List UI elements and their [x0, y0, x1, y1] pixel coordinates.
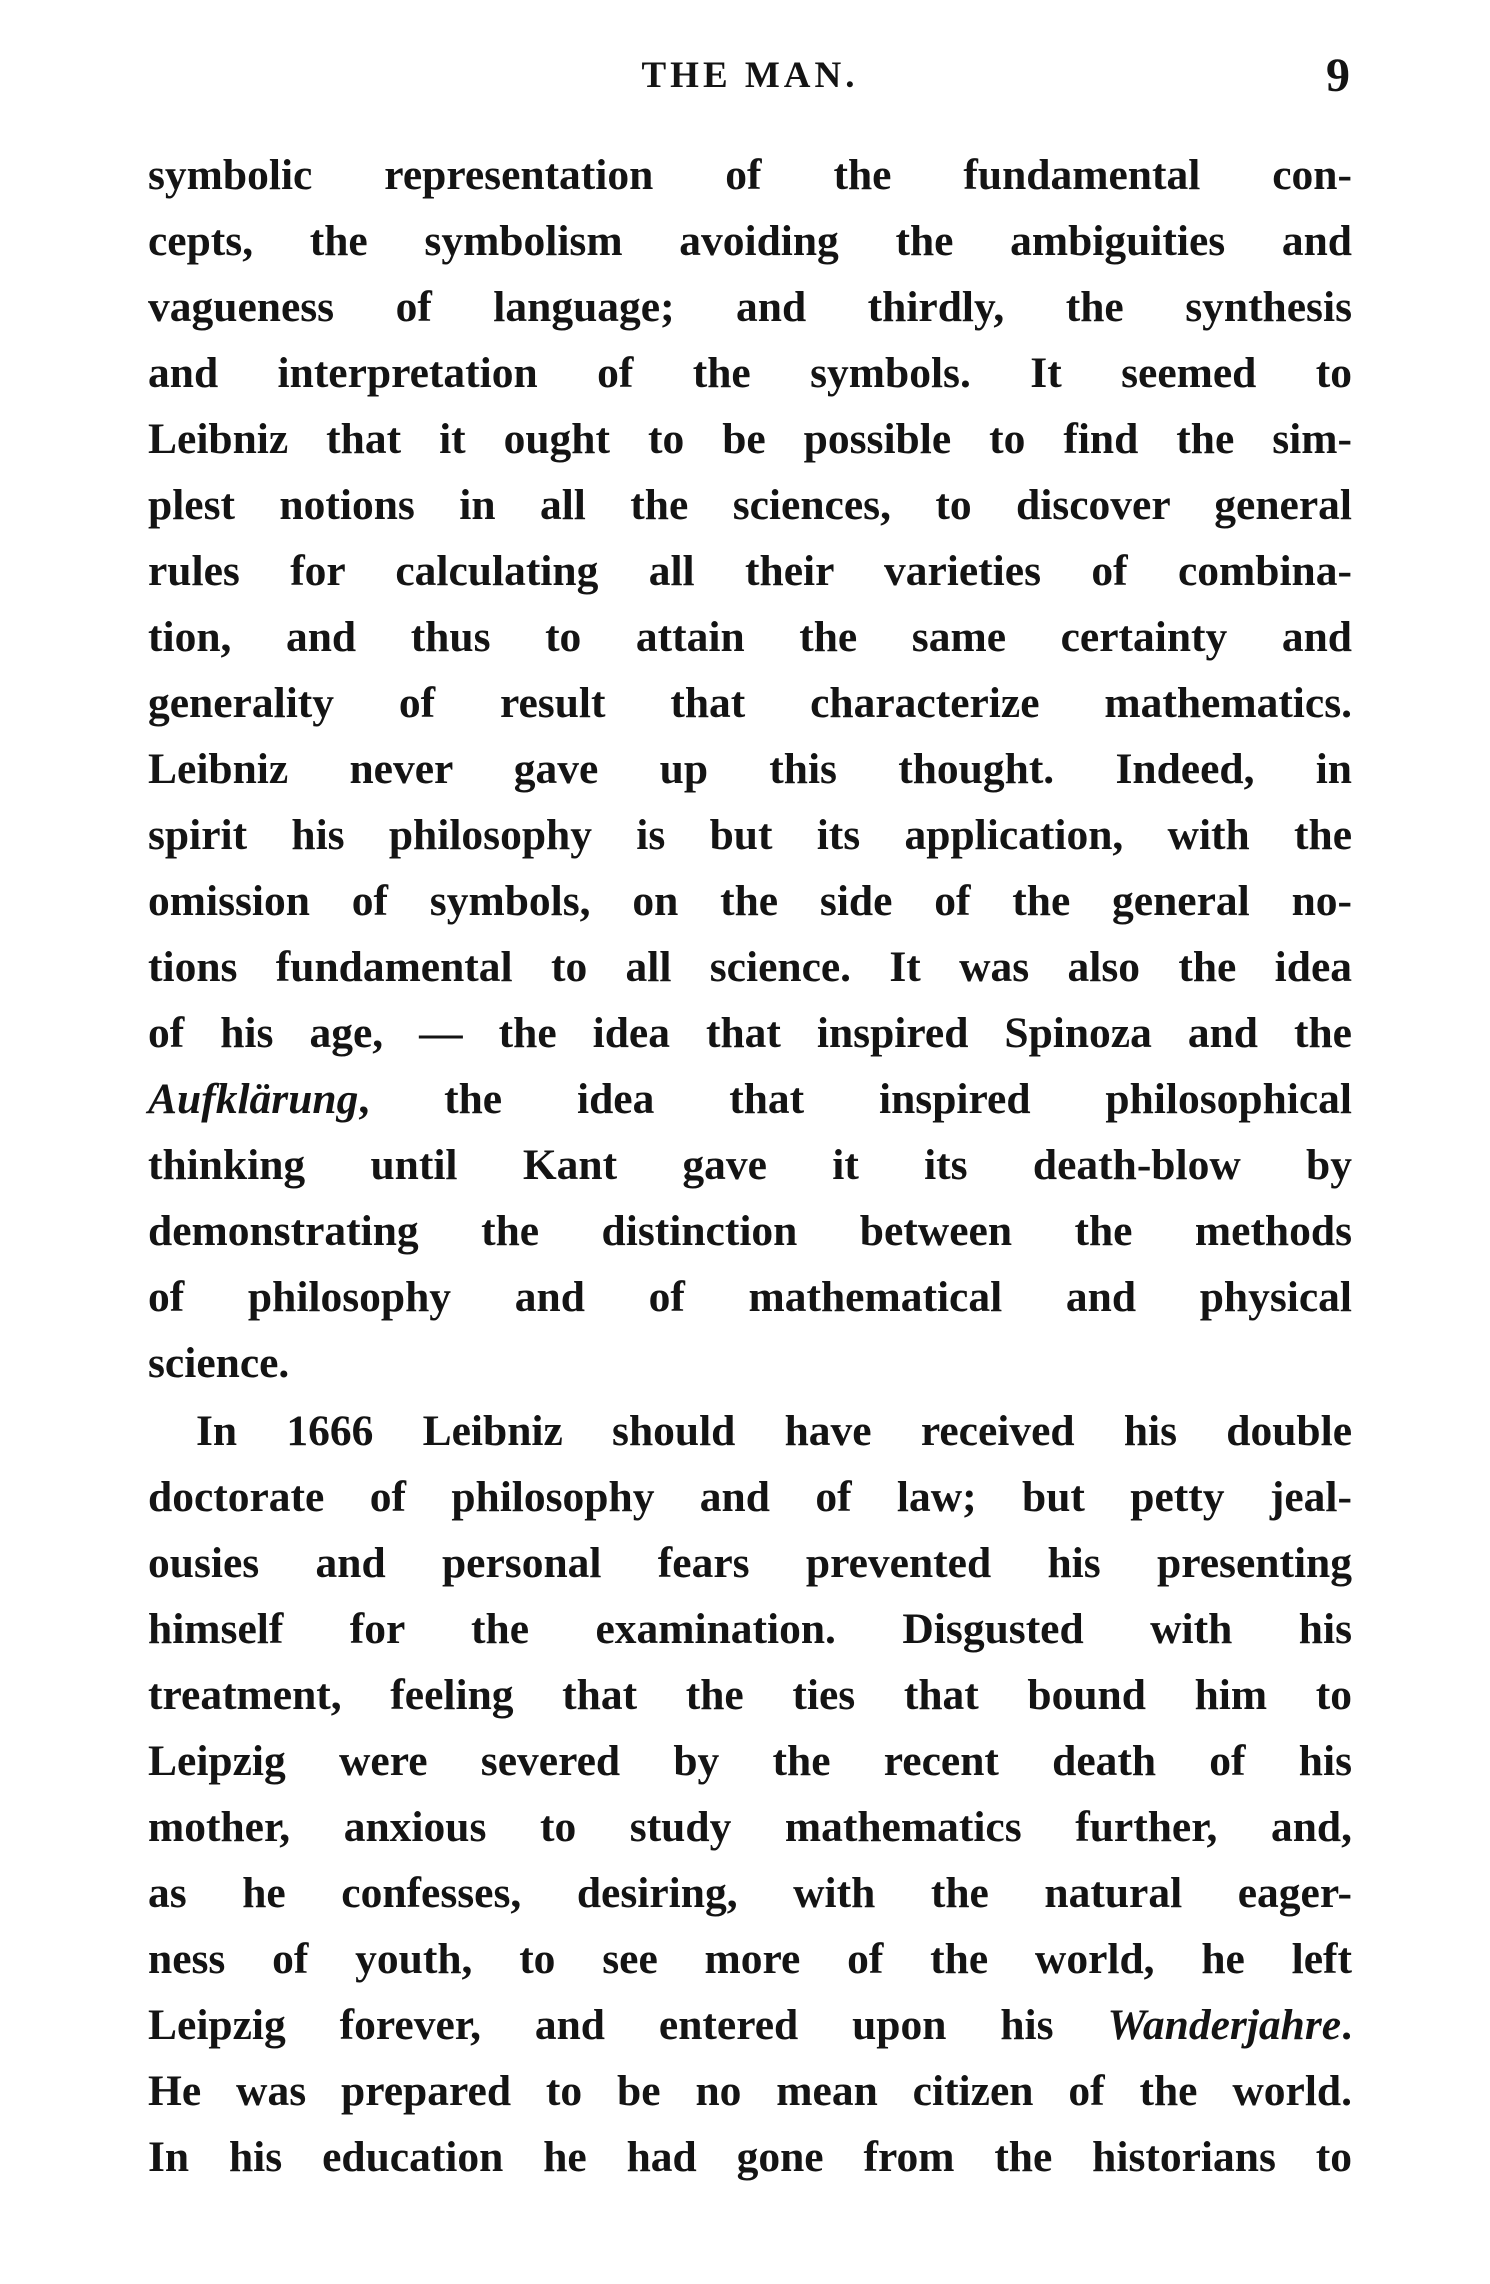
- page-number: 9: [1326, 49, 1350, 102]
- text-fragment: .: [1341, 2001, 1352, 2049]
- text-line: rules for calculating all their varieties of combina-: [148, 547, 1352, 595]
- text-line: as he confesses, desiring, with the natural eager-: [148, 1869, 1352, 1917]
- text-line: himself for the examination. Disgusted with his: [148, 1605, 1352, 1653]
- text-line: and interpretation of the symbols. It seemed to: [148, 349, 1352, 397]
- text-line: demonstrating the distinction between the methods: [148, 1207, 1352, 1255]
- running-title: THE MAN.: [641, 55, 859, 96]
- text-line: Leibniz never gave up this thought. Indeed, in: [148, 745, 1352, 793]
- text-line: ness of youth, to see more of the world, he left: [148, 1935, 1352, 1983]
- italic-term: Wanderjahre: [1107, 2001, 1342, 2049]
- text-line: tion, and thus to attain the same certainty and: [148, 613, 1352, 661]
- text-line: generality of result that characterize mathematics.: [148, 679, 1352, 727]
- text-line: In 1666 Leibniz should have received his double: [196, 1407, 1352, 1455]
- text-line: symbolic representation of the fundamental con-: [148, 151, 1352, 199]
- text-line-with-italic: [148, 1066, 1352, 1132]
- text-line: of philosophy and of mathematical and physical: [148, 1273, 1352, 1321]
- text-line: omission of symbols, on the side of the general no-: [148, 877, 1352, 925]
- text-line: science.: [148, 1339, 290, 1387]
- book-page: [148, 0, 1352, 2284]
- text-line: ousies and personal fears prevented his presenting: [148, 1539, 1352, 1587]
- text-line: treatment, feeling that the ties that bound him to: [148, 1671, 1352, 1719]
- text-line: vagueness of language; and thirdly, the synthesis: [148, 283, 1352, 331]
- text-line: Leibniz that it ought to be possible to find the sim-: [148, 415, 1352, 463]
- text-line: cepts, the symbolism avoiding the ambiguities and: [148, 217, 1352, 265]
- body-text: [148, 142, 1352, 2190]
- text-line: spirit his philosophy is but its application, with the: [148, 811, 1352, 859]
- text-line: In his education he had gone from the historians to: [148, 2133, 1352, 2181]
- text-line: Leipzig were severed by the recent death of his: [148, 1737, 1352, 1785]
- text-line: tions fundamental to all science. It was also the idea: [148, 943, 1352, 991]
- text-line: plest notions in all the sciences, to discover general: [148, 481, 1352, 529]
- text-fragment: Leipzig forever, and entered upon his: [148, 2001, 1108, 2049]
- text-line: doctorate of philosophy and of law; but petty jeal-: [148, 1473, 1352, 1521]
- text-line: mother, anxious to study mathematics further, and,: [148, 1803, 1352, 1851]
- running-head: [148, 48, 1352, 108]
- text-line-with-italic: [148, 1992, 1352, 2058]
- italic-term: Aufklärung: [148, 1075, 359, 1123]
- text-line: thinking until Kant gave it its death-blow by: [148, 1141, 1352, 1189]
- text-fragment: , the idea that inspired philosophical: [358, 1075, 1352, 1123]
- text-line: of his age, — the idea that inspired Spinoza and the: [148, 1009, 1352, 1057]
- text-line: He was prepared to be no mean citizen of the world.: [148, 2067, 1352, 2115]
